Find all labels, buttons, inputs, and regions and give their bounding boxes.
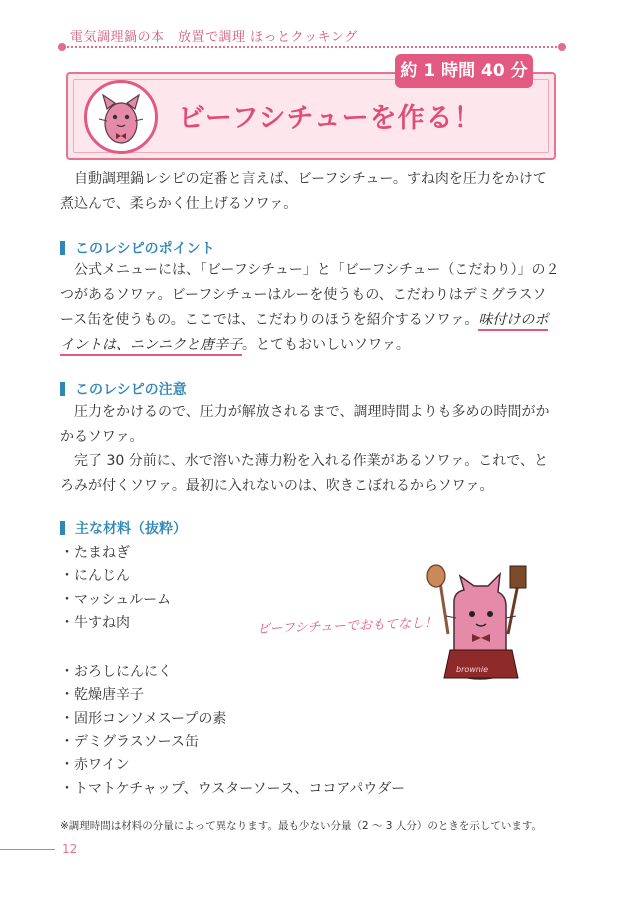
- page-title: ビーフシチューを作る！: [178, 103, 482, 134]
- point-text: 公式メニューには、「ビーフシチュー」と「ビーフシチュー（こだわり）」の２つがあるソワァ。ビーフシチューはルーを使うもの、こだわりはデミグラスソース缶を使うもの。ここでは、こだわりのほうを紹介するソワァ。: [60, 262, 560, 328]
- point-text-after: 。とてもおいしいソワァ。: [242, 337, 410, 353]
- heading-bar: [60, 521, 65, 535]
- list-item: ・乾燥唐辛子: [60, 687, 144, 704]
- caution-paragraph-1: 圧力をかけるので、圧力が解放されるまで、調理時間よりも多めの時間がかかるソワァ。: [60, 404, 550, 445]
- footnote: ※調理時間は材料の分量によって異なります。最も少ない分量（2 ～ 3 人分）のときを示しています。: [60, 820, 542, 832]
- ingredients-heading: [60, 518, 187, 538]
- list-item: ・マッシュルーム: [60, 591, 172, 608]
- list-item: ・おろしにんにく: [60, 664, 172, 681]
- list-item: ・たまねぎ: [60, 545, 130, 561]
- list-item: ・赤ワイン: [60, 757, 130, 774]
- list-spacer: [60, 635, 405, 661]
- caution-paragraph-2: 完了 30 分前に、水で溶いた薄力粉を入れる作業があるソワァ。これで、とろみが付くソワァ。最初に入れないのは、吹きこぼれるからソワァ。: [60, 453, 549, 494]
- ingredients-heading-text: 主な材料（抜粋）: [75, 521, 187, 537]
- mascot-illustration: [410, 562, 540, 690]
- apron-text: brownie: [456, 665, 489, 674]
- footer-divider: [0, 849, 55, 850]
- book-header: 電気調理鍋の本 放置で調理 ほっとクッキング: [70, 30, 358, 45]
- point-paragraph: [60, 258, 560, 358]
- mascot-speech: ビーフシチューでおもてなし！: [256, 615, 438, 638]
- list-item: ・牛すね肉: [60, 614, 130, 631]
- caution-heading-text: このレシピの注意: [75, 382, 187, 398]
- header-divider: [64, 46, 560, 48]
- mascot-badge-icon: [84, 80, 158, 154]
- heading-bar: [60, 382, 65, 396]
- ingredients-list: [60, 542, 405, 801]
- cooking-time-badge: 約 1 時間 40 分: [395, 54, 533, 88]
- list-item: ・トマトケチャップ、ウスターソース、ココアパウダー: [60, 780, 406, 797]
- caution-heading: [60, 379, 187, 399]
- list-item: ・デミグラスソース缶: [60, 734, 199, 751]
- page-number: 12: [62, 842, 78, 856]
- list-item: ・固形コンソメスープの素: [60, 710, 227, 727]
- list-item: ・にんじん: [60, 568, 130, 585]
- intro-paragraph: 自動調理鍋レシピの定番と言えば、ビーフシチュー。すね肉を圧力をかけて煮込んで、柔らかく仕上げるソワァ。: [60, 171, 547, 212]
- handwritten-note: 味付けのポイントは、ニンニクと唐辛子: [60, 312, 548, 356]
- point-heading: [60, 238, 215, 258]
- heading-bar: [60, 241, 65, 255]
- point-heading-text: このレシピのポイント: [75, 241, 215, 257]
